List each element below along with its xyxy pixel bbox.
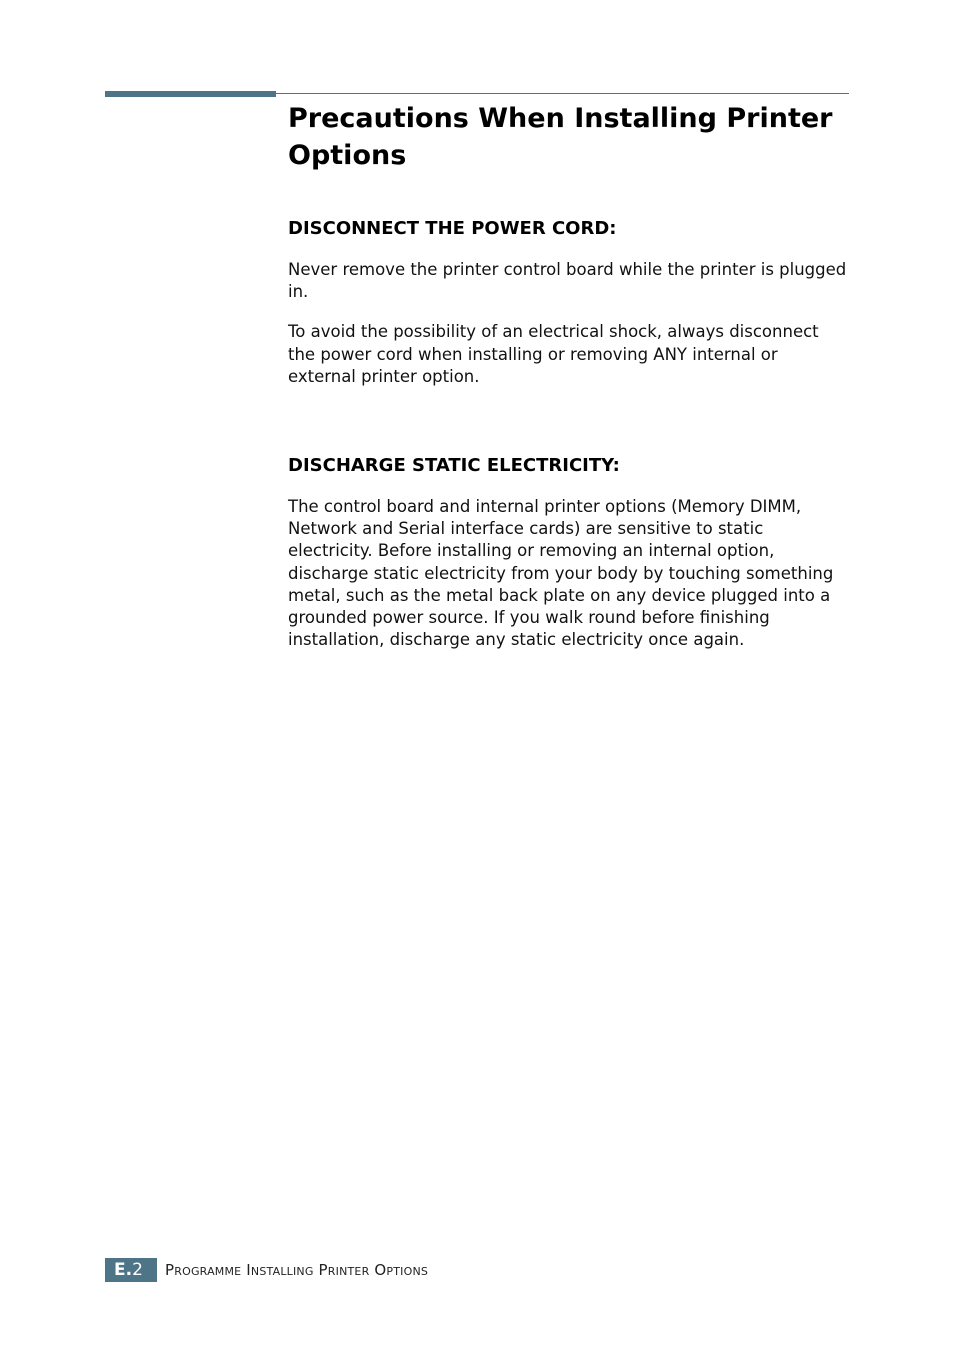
paragraph-power-cord-1: Never remove the printer control board while the printer is plugged in. [288, 260, 847, 302]
page-letter: E. [114, 1260, 133, 1280]
header-rule-thick [105, 91, 276, 97]
section-heading-static: DISCHARGE STATIC ELECTRICITY: [288, 455, 620, 477]
page-footer [105, 1258, 428, 1282]
paragraph-static-1: The control board and internal printer options (Memory DIMM, Network and Serial interface cards) are sensitive to static electricity. Before installing or removing an internal option, discharge static electricity from your body by touching something metal, such as the metal back plate on any device plugged into a grounded power source. If you walk round before finishing installation, discharge any static electricity once again. [288, 497, 834, 650]
page-number-badge [105, 1258, 157, 1282]
running-title: Programme Installing Printer Options [165, 1261, 429, 1279]
paragraph-power-cord-2: To avoid the possibility of an electrical shock, always disconnect the power cord when installing or removing ANY internal or external printer option. [288, 322, 819, 386]
page-title: Precautions When Installing Printer Options [288, 103, 833, 171]
section-heading-power-cord: DISCONNECT THE POWER CORD: [288, 218, 617, 239]
main-content [288, 100, 850, 651]
header-rule-thin [276, 93, 849, 94]
page-number: 2 [132, 1260, 143, 1280]
